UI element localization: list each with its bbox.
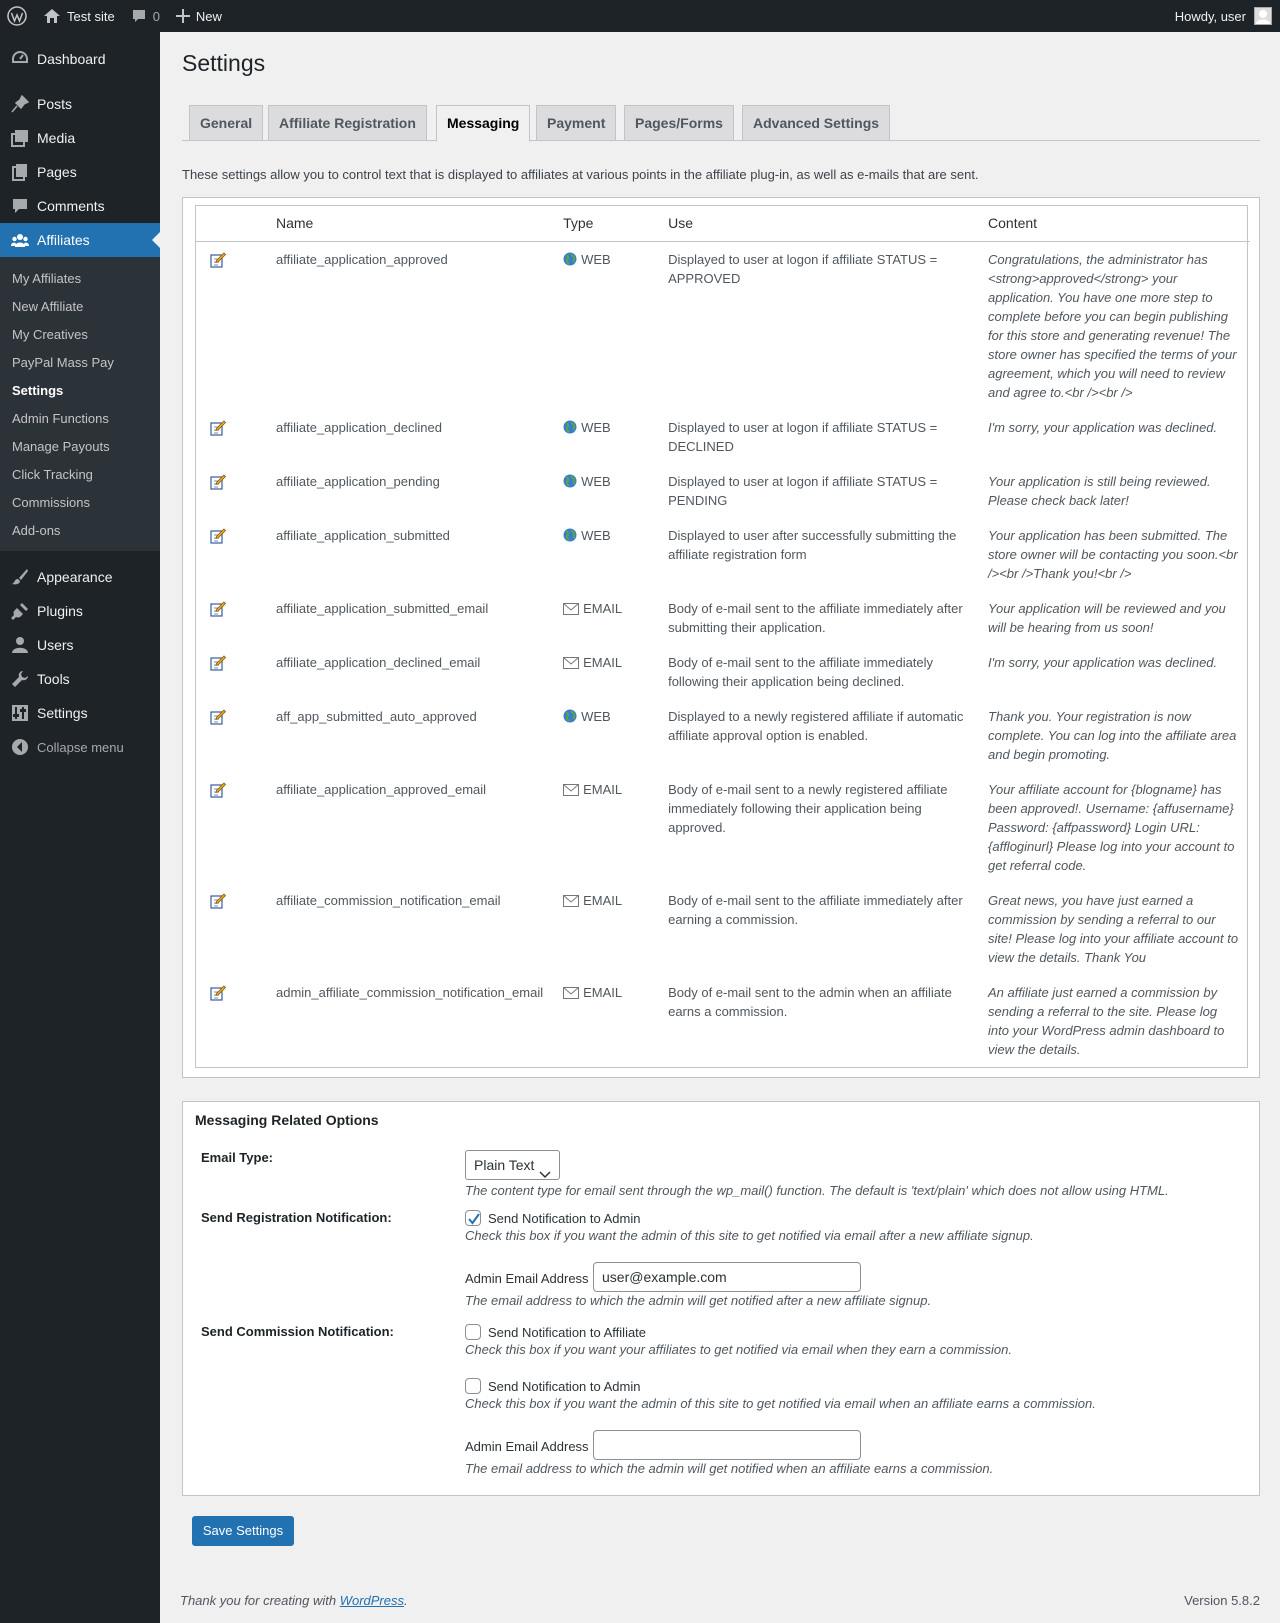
envelope-icon [563,601,579,620]
message-name: affiliate_application_approved_email [275,781,487,797]
message-type-label: WEB [581,473,611,489]
menu-settings[interactable] [0,696,160,730]
footer-thanks-suffix: . [404,1593,408,1608]
wrench-icon [10,669,30,689]
commission-notify-affiliate-row [465,1324,646,1340]
plugin-icon [10,601,30,621]
commission-notify-affiliate-description: Check this box if you want your affiliates to get notified via email when they earn a commission. [465,1342,1012,1357]
menu-comments[interactable] [0,189,160,223]
submenu-admin-functions[interactable]: Admin Functions [12,410,109,426]
checkmark-icon [467,1212,481,1226]
message-content: Great news, you have just earned a commission by sending a referral to our site! Please log into your affiliate account to view the details. Thank You [988,892,1239,965]
envelope-icon [563,893,579,912]
globe-icon [563,420,577,439]
commission-admin-email-input[interactable] [593,1430,861,1460]
message-type-label: EMAIL [583,781,623,797]
message-use: Displayed to a newly registered affiliate if automatic affiliate approval option is enabled. [668,708,964,743]
new-content-link[interactable] [168,0,230,32]
table-row [196,772,1250,883]
comment-icon [10,196,30,216]
message-type [553,772,658,883]
message-type [553,699,658,772]
menu-users[interactable] [0,628,160,662]
message-type-label: EMAIL [583,984,623,1000]
globe-icon [563,252,577,271]
message-type [553,645,658,699]
comments-count: 0 [152,8,160,24]
message-type-label: EMAIL [583,654,623,670]
header-content: Content [978,206,1250,241]
message-type [553,464,658,518]
globe-icon [563,474,577,493]
pin-icon [10,94,30,114]
message-name: affiliate_application_declined_email [275,654,481,670]
wordpress-link[interactable]: WordPress [339,1593,404,1608]
message-type [553,410,658,464]
site-name-link[interactable] [35,0,123,32]
menu-label: Pages [37,164,77,180]
submenu-paypal-mass-pay[interactable]: PayPal Mass Pay [12,354,114,370]
groups-icon [10,230,30,250]
table-row [196,645,1250,699]
new-label: New [195,8,222,24]
message-use: Displayed to user at logon if affiliate STATUS = DECLINED [668,419,938,454]
message-name: affiliate_application_submitted_email [275,600,489,616]
message-type [553,518,658,591]
footer-version: Version 5.8.2 [1184,1593,1260,1608]
commission-notify-admin-row [465,1378,640,1394]
menu-label: Users [37,637,74,653]
edit-icon[interactable] [210,655,226,676]
message-type-label: WEB [581,419,611,435]
menu-pages[interactable] [0,155,160,189]
message-use: Body of e-mail sent to the affiliate immediately after earning a commission. [668,892,963,927]
tab-payment[interactable]: Payment [536,105,616,141]
message-name: admin_affiliate_commission_notification_email [275,984,544,1000]
message-name: aff_app_submitted_auto_approved [275,708,477,724]
submenu-click-tracking[interactable]: Click Tracking [12,466,93,482]
menu-label: Comments [37,198,105,214]
edit-icon[interactable] [210,782,226,803]
table-row [196,699,1250,772]
message-type [553,975,658,1067]
home-icon [43,8,61,24]
message-use: Body of e-mail sent to the affiliate immediately following their application being declined. [668,654,934,689]
table-row [196,975,1250,1067]
table-row [196,410,1250,464]
message-type-label: WEB [581,708,611,724]
edit-icon[interactable] [210,252,226,273]
message-type-label: WEB [581,527,611,543]
tab-messaging[interactable]: Messaging [436,105,530,142]
header-type: Type [553,206,658,241]
message-content: I'm sorry, your application was declined. [988,419,1218,435]
submenu-new-affiliate[interactable]: New Affiliate [12,298,84,314]
admin-bar [0,0,1280,32]
footer-thanks [180,1593,408,1608]
site-name: Test site [67,8,115,24]
menu-appearance[interactable] [0,560,160,594]
messages-box [182,197,1260,1078]
commission-notification-label: Send Commission Notification: [201,1324,394,1339]
footer-thanks-prefix: Thank you for creating with [180,1593,340,1608]
commission-notify-admin-checkbox[interactable] [465,1378,481,1394]
message-content: Congratulations, the administrator has <strong>approved</strong> your application. You have one more step to complete before you can begin publishing for this store and generating revenue! The store owner has specified the terms of your agreement, which you will need to review and agree to.<br /><br /> [988,251,1237,400]
collapse-arrow-icon [10,737,30,757]
menu-label: Tools [37,671,70,687]
menu-label: Collapse menu [37,739,124,755]
comments-link[interactable] [123,0,168,32]
message-type-label: EMAIL [583,600,623,616]
registration-notify-admin-label: Send Notification to Admin [488,1211,641,1226]
message-type [553,591,658,645]
admin-sidebar [0,32,160,1623]
submenu-add-ons[interactable]: Add-ons [12,522,61,538]
affiliates-submenu [0,257,160,551]
commission-email-description: The email address to which the admin will get notified when an affiliate earns a commission. [465,1461,994,1476]
header-edit [196,206,266,241]
registration-notification-label: Send Registration Notification: [201,1210,392,1225]
globe-icon [563,528,577,547]
menu-label: Settings [37,705,88,721]
comment-bubble-icon [131,8,147,24]
message-use: Body of e-mail sent to the admin when an affiliate earns a commission. [668,984,952,1019]
menu-label: Plugins [37,603,83,619]
commission-notify-affiliate-label: Send Notification to Affiliate [488,1325,647,1340]
message-name: affiliate_application_pending [275,473,440,489]
tab-general[interactable]: General [189,105,263,141]
media-icon [10,128,30,148]
commission-notify-admin-description: Check this box if you want the admin of this site to get notified via email when an affiliate earns a commission. [465,1396,1096,1411]
message-use: Displayed to user at logon if affiliate STATUS = APPROVED [668,251,938,286]
message-name: affiliate_application_declined [275,419,442,435]
menu-posts[interactable] [0,87,160,121]
message-type-label: WEB [581,251,611,267]
tab-advanced-settings[interactable]: Advanced Settings [742,105,890,141]
edit-icon[interactable] [210,709,226,730]
brush-icon [10,567,30,587]
messaging-options-box [182,1101,1260,1496]
edit-icon[interactable] [210,985,226,1006]
commission-notify-admin-label: Send Notification to Admin [488,1379,641,1394]
envelope-icon [563,782,579,801]
avatar [1254,7,1272,25]
menu-label: Appearance [37,569,113,585]
pages-icon [10,162,30,182]
collapse-menu-button[interactable] [0,730,160,764]
table-row [196,518,1250,591]
howdy-text: Howdy, user [1174,8,1246,24]
registration-notify-admin-checkbox[interactable] [465,1210,481,1226]
submenu-manage-payouts[interactable]: Manage Payouts [12,438,110,454]
message-type [553,883,658,975]
message-type-label: EMAIL [583,892,623,908]
table-header-row [196,206,1250,241]
settings-tabs [182,105,1260,141]
submenu-settings[interactable]: Settings [12,382,64,398]
message-content: I'm sorry, your application was declined. [988,654,1218,670]
menu-label: Posts [37,96,73,112]
header-use: Use [658,206,978,241]
message-use: Body of e-mail sent to a newly registered affiliate immediately following their application being approved. [668,781,948,835]
submenu-my-creatives[interactable]: My Creatives [12,326,88,342]
registration-notify-description: Check this box if you want the admin of this site to get notified via email after a new affiliate signup. [465,1228,1034,1243]
message-content: Your affiliate account for {blogname} has been approved!. Username: {affusername} Password: {affpassword} Login URL: {affloginurl} Please log into your account to get referral code. [988,781,1235,873]
settings-icon [10,703,30,723]
message-type [553,241,658,410]
registration-admin-email-label: Admin Email Address [465,1271,589,1286]
table-row [196,241,1250,410]
message-use: Body of e-mail sent to the affiliate immediately after submitting their application. [668,600,963,635]
header-name: Name [266,206,553,241]
registration-email-description: The email address to which the admin will get notified after a new affiliate signup. [465,1293,932,1308]
message-use: Displayed to user at logon if affiliate STATUS = PENDING [668,473,938,508]
dashboard-icon [10,49,30,69]
edit-icon[interactable] [210,420,226,441]
tab-affiliate-registration[interactable]: Affiliate Registration [268,105,427,141]
edit-icon[interactable] [210,474,226,495]
menu-dashboard[interactable] [0,42,160,76]
options-title: Messaging Related Options [195,1112,379,1128]
message-content: Your application will be reviewed and you will be hearing from us soon! [988,600,1226,635]
email-type-description: The content type for email sent through the wp_mail() function. The default is 'text/plain' which does not allow using HTML. [465,1183,1169,1198]
menu-label: Affiliates [37,232,90,248]
user-icon [10,635,30,655]
menu-media[interactable] [0,121,160,155]
envelope-icon [563,985,579,1004]
table-row [196,883,1250,975]
table-row [196,464,1250,518]
message-content: Thank you. Your registration is now complete. You can log into the affiliate area and begin promoting. [988,708,1237,762]
email-type-value: Plain Text [474,1157,535,1173]
table-row [196,591,1250,645]
commission-admin-email-label: Admin Email Address [465,1439,589,1454]
avatar-icon [1255,8,1271,24]
message-name: affiliate_application_submitted [275,527,450,543]
save-settings-button[interactable]: Save Settings [192,1516,294,1546]
submenu-my-affiliates[interactable]: My Affiliates [12,270,82,286]
page-title: Settings [182,50,266,76]
message-content: Your application is still being reviewed. Please check back later! [988,473,1211,508]
message-use: Displayed to user after successfully submitting the affiliate registration form [668,527,957,562]
edit-icon[interactable] [210,601,226,622]
intro-text: These settings allow you to control text that is displayed to affiliates at various points in the affiliate plug-in, as well as e-mails that are sent. [182,167,979,182]
plus-icon [176,9,190,23]
wordpress-logo-icon [7,6,27,26]
commission-notify-affiliate-checkbox[interactable] [465,1324,481,1340]
messages-table [196,206,1250,1067]
registration-admin-email-input[interactable]: user@example.com [593,1262,861,1292]
message-name: affiliate_application_approved [275,251,448,267]
message-content: An affiliate just earned a commission by sending a referral to the site. Please log into your WordPress admin dashboard to view the details. [988,984,1225,1057]
wordpress-logo-button[interactable] [0,0,35,32]
email-type-label: Email Type: [201,1150,274,1165]
envelope-icon [563,655,579,674]
submenu-commissions[interactable]: Commissions [12,494,91,510]
email-type-select[interactable] [465,1150,560,1180]
menu-tools[interactable] [0,662,160,696]
menu-label: Dashboard [37,51,106,67]
message-content: Your application has been submitted. The store owner will be contacting you soon.<br /><br />Thank you!<br /> [988,527,1238,581]
edit-icon[interactable] [210,528,226,549]
menu-label: Media [37,130,76,146]
edit-icon[interactable] [210,893,226,914]
messages-table-body [196,241,1250,1067]
globe-icon [563,709,577,728]
messages-table-wrap [195,205,1248,1068]
menu-plugins[interactable] [0,594,160,628]
message-name: affiliate_commission_notification_email [275,892,501,908]
tab-pages-forms[interactable]: Pages/Forms [624,105,734,141]
registration-notify-admin-row [465,1210,640,1226]
my-account-link[interactable] [1167,0,1280,32]
menu-affiliates[interactable] [0,223,160,257]
